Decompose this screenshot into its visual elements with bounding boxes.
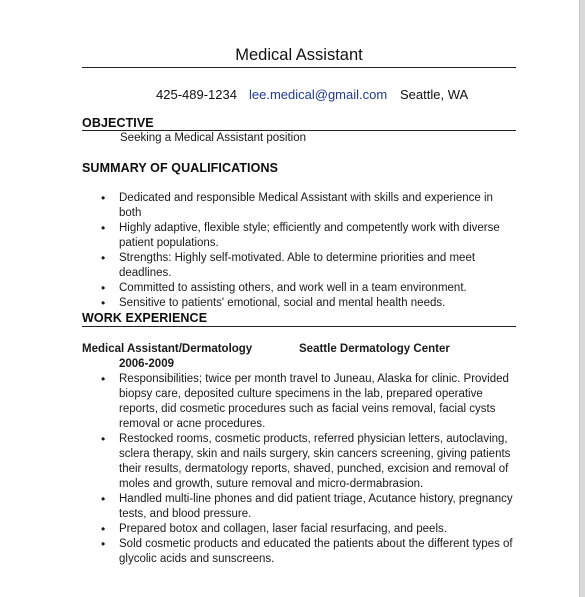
job-years: 2006-2009 (119, 358, 174, 370)
list-item: • Highly adaptive, flexible style; efficiently and competently work with diverse patient populations. (100, 221, 516, 251)
section-title-objective: OBJECTIVE (82, 116, 154, 130)
resume-title: Medical Assistant (235, 46, 363, 64)
list-item: • Strengths: Highly self-motivated. Able to determine priorities and meet deadlines. (100, 251, 516, 281)
job-company: Seattle Dermatology Center (299, 343, 450, 355)
list-item: • Handled multi-line phones and did patient triage, Acutance history, pregnancy tests, and blood pressure. (100, 492, 516, 522)
objective-text: Seeking a Medical Assistant position (120, 132, 307, 144)
list-item: • Responsibilities; twice per month travel to Juneau, Alaska for clinic. Provided biopsy care, deposited culture specimens in the lab, prepared operative reports, did cosmetic procedures such as facial veins removal, facial cysts removal or acne procedures. (100, 372, 516, 432)
contact-phone: 425-489-1234 (156, 87, 237, 102)
title-divider (82, 67, 516, 68)
list-item: • Dedicated and responsible Medical Assistant with skills and experience in both (100, 191, 516, 221)
list-item: • Sensitive to patients' emotional, social and mental health needs. (100, 296, 516, 311)
list-item: • Prepared botox and collagen, laser facial resurfacing, and peels. (100, 522, 516, 537)
list-item: • Restocked rooms, cosmetic products, referred physician letters, autoclaving, sclera therapy, skin and nails surgery, skin cancers screening, giving patients their results, dermatology reports, shaved, punched, excision and removal of moles and growth, suture removal and micro-dermabrasion. (100, 432, 516, 492)
job-title: Medical Assistant/Dermatology (82, 343, 253, 355)
experience-list (100, 372, 516, 567)
contact-city: Seattle, WA (400, 87, 469, 102)
summary-list (100, 191, 516, 311)
section-title-work-experience: WORK EXPERIENCE (82, 311, 208, 325)
list-item: • Committed to assisting others, and work well in a team environment. (100, 281, 516, 296)
section-title-summary: SUMMARY OF QUALIFICATIONS (82, 161, 279, 175)
list-item: • Sold cosmetic products and educated the patients about the different types of glycolic acids and sunscreens. (100, 537, 516, 567)
objective-divider (82, 130, 516, 131)
work-experience-divider (82, 326, 516, 327)
contact-email-link[interactable]: lee.medical@gmail.com (249, 87, 388, 102)
